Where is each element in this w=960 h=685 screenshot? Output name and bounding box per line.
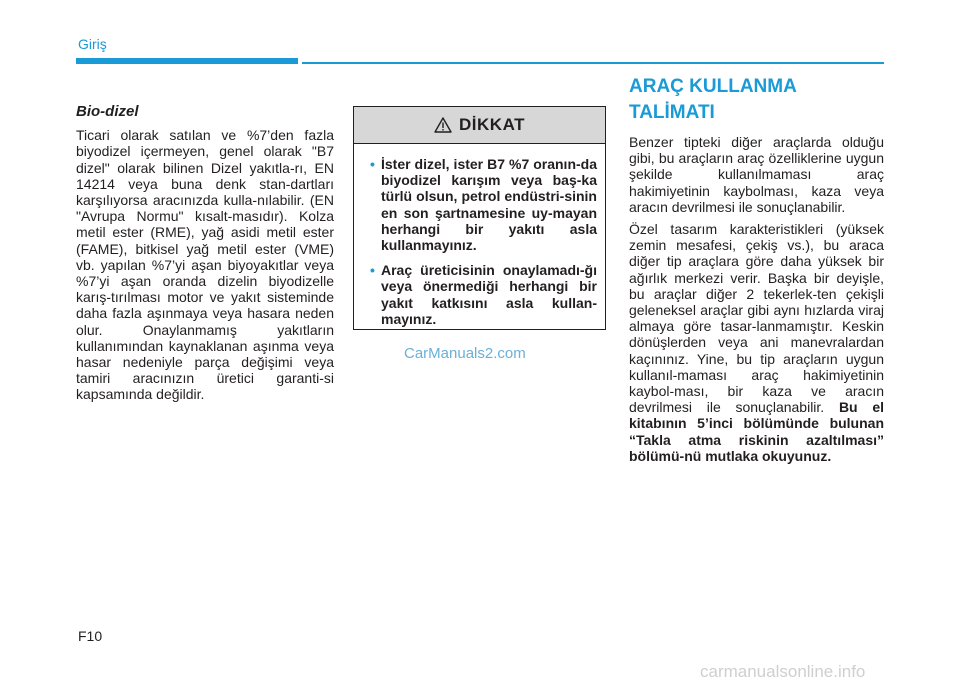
- driving-heading-line1: ARAÇ KULLANMA: [629, 76, 797, 97]
- driving-para2-bold: Bu el kitabının 5’inci bölümünde bulunan “Takla atma riskinin azaltılması” bölümü-nü mutlaka okuyunuz.: [629, 399, 885, 464]
- bullet-icon: •: [370, 156, 375, 172]
- driving-section: [629, 74, 884, 470]
- bullet-icon: •: [370, 262, 375, 279]
- driving-para2-text: Özel tasarım karakteristikleri (yüksek zemin mesafesi, çekiş vs.), bu araca diğer tip araçlara göre daha yüksek bir ağırlık merkezi verir. Başka bir deyişle, bu araçlar diğer 2 tekerlek-ten çekişli geleneksel araçlar gibi aynı hızlarda viraj almaya göre tasar-lanmamıştır. Keskin dönüşlerden veya ani manevralardan kaçınınız. Yine, bu tip araçların uygun kullanıl-maması araç hakimiyetinin kaybol-ması, bir kaza ve aracın devrilmesi ile sonuçlanabilir.: [629, 221, 884, 416]
- biodiesel-heading: Bio-dizel: [76, 103, 139, 120]
- page-number: F10: [78, 628, 103, 644]
- warning-triangle-icon: [434, 117, 452, 133]
- warning-list: [354, 144, 605, 327]
- driving-para2: [629, 221, 884, 464]
- biodiesel-section: [76, 104, 334, 403]
- warning-item: [370, 262, 597, 327]
- warning-title: DİKKAT: [459, 115, 525, 134]
- warning-item: [370, 156, 597, 253]
- warning-header: [354, 107, 605, 144]
- driving-heading: [629, 74, 884, 126]
- watermark-link[interactable]: CarManuals2.com: [404, 345, 526, 362]
- warning-box: [353, 106, 606, 330]
- header-rule: [302, 62, 884, 64]
- driving-heading-line2: TALİMATI: [629, 102, 715, 123]
- warning-item-text: İster dizel, ister B7 %7 oranın-da biyodizel karışım veya baş-ka türlü olsun, petrol endüstri-sinin en son şartnamesine uy-mayan herhangi bir yakıtı asla kullanmayınız.: [381, 156, 597, 254]
- header-rule-accent: [76, 58, 298, 64]
- biodiesel-body: Ticari olarak satılan ve %7’den fazla biyodizel içermeyen, genel olarak "B7 dizel" olarak bilinen Dizel yakıtla-rı, EN 14214 veya buna denk stan-dartları karşılıyorsa aracınızda kulla-nılabilir. (EN "Avrupa Normu" kısalt-masıdır). Kolza metil ester (RME), yağ asidi metil ester (FAME), bitkisel yağ metil ester (VME) vb. yapılan %7’yi aşan biyoyakıtlar veya %7’yi aşan oranda dizelin biyodizelle karış-tırılması motor ve yakıt sisteminde daha fazla aşınmaya veya hasara neden olur. Onaylanmamış yakıtların kullanımından kaynaklanan aşınma veya hasar nedeniyle parça değişimi veya tamiri aracınızın üretici garanti-si kapsamında değildir.: [76, 127, 334, 403]
- footer-site-mark[interactable]: carmanualsonline.info: [700, 662, 866, 681]
- warning-item-text: Araç üreticisinin onaylamadı-ğı veya önermediği herhangi bir yakıt katkısını asla kullan-mayınız.: [381, 262, 597, 327]
- section-label: Giriş: [78, 36, 107, 52]
- driving-para1: Benzer tipteki diğer araçlarda olduğu gibi, bu araçların araç özelliklerine uygun şekilde kullanılmaması araç hakimiyetinin kaybolması, kaza veya aracın devrilmesi ile sonuçlanabilir.: [629, 134, 884, 215]
